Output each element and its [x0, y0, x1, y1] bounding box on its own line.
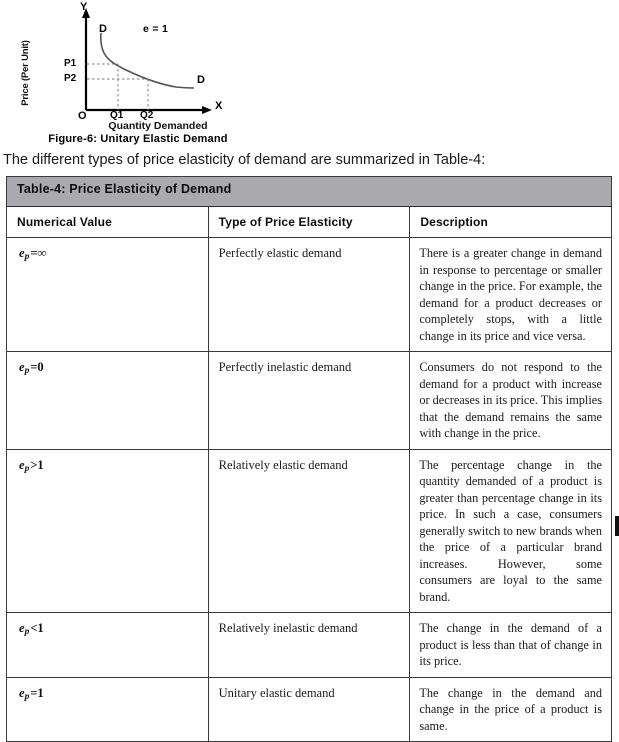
price-elasticity-table: [6, 176, 612, 742]
symbol-subscript: p: [24, 691, 30, 702]
cell-numerical-value: [7, 677, 209, 742]
table-row: [7, 352, 612, 450]
figure-x-axis-letter: X: [215, 100, 223, 112]
table-row: [7, 613, 612, 678]
figure-quantity-tick-2: Q2: [140, 110, 154, 121]
figure-y-axis-letter: Y: [80, 1, 88, 13]
symbol-base: e: [19, 685, 25, 700]
symbol-base: e: [19, 457, 25, 472]
table-title-row: [7, 177, 612, 207]
cell-numerical-value: [7, 238, 209, 352]
table-row: [7, 449, 612, 613]
figure-quantity-tick-1: Q1: [110, 110, 124, 121]
column-header-type: Type of Price Elasticity: [208, 207, 410, 238]
figure-price-tick-2: P2: [64, 73, 77, 84]
table-title: Table-4: Price Elasticity of Demand: [7, 177, 612, 207]
figure-curve-label-end: D: [197, 74, 205, 86]
symbol-operator: =0: [30, 360, 44, 374]
symbol-operator: >1: [30, 457, 44, 472]
symbol-subscript: p: [24, 627, 30, 637]
figure-price-tick-1: P1: [64, 58, 77, 69]
figure-x-axis-title: Quantity Demanded: [108, 120, 208, 132]
figure-elasticity-annotation: e = 1: [143, 23, 169, 35]
cell-numerical-value: [7, 352, 209, 450]
symbol-subscript: p: [24, 463, 30, 474]
cell-elasticity-type: Perfectly elastic demand: [208, 238, 410, 352]
figure-y-axis-label: Price (Per Unit): [20, 40, 31, 106]
cell-description: The change in the demand and change in the price of a product is same.: [410, 677, 612, 742]
symbol-subscript: p: [24, 252, 30, 262]
cell-elasticity-type: Relatively elastic demand: [208, 449, 410, 613]
cell-elasticity-type: Relatively inelastic demand: [208, 613, 410, 678]
table-header-row: [7, 207, 612, 238]
table-row: [7, 677, 612, 742]
column-header-description: Description: [410, 207, 612, 238]
symbol-operator: <1: [30, 621, 44, 635]
page-edge-mark: [615, 516, 619, 536]
cell-description: The change in the demand of a product is less than that of change in its price.: [410, 613, 612, 678]
symbol-base: e: [19, 360, 25, 374]
symbol-operator: =∞: [30, 246, 47, 260]
demand-curve-figure: [0, 0, 619, 150]
table-row: [7, 238, 612, 352]
cell-elasticity-type: Perfectly inelastic demand: [208, 352, 410, 450]
cell-numerical-value: [7, 449, 209, 613]
symbol-operator: =1: [30, 685, 44, 700]
figure-origin-label: O: [78, 110, 87, 122]
symbol-base: e: [19, 621, 25, 635]
cell-numerical-value: [7, 613, 209, 678]
cell-description: Consumers do not respond to the demand for a product with increase or decreases in its price. This implies that the demand remains the same with change in the price.: [410, 352, 612, 450]
figure-curve-label-top: D: [99, 23, 107, 35]
cell-description: The percentage change in the quantity demanded of a product is greater than percentage change in its price. In such a case, consumers generally switch to new brands when the price of a particular brand increases. However, some consumers are loyal to the same brand.: [410, 449, 612, 613]
demand-curve-svg: [0, 0, 260, 135]
column-header-numerical-value: Numerical Value: [7, 207, 209, 238]
cell-elasticity-type: Unitary elastic demand: [208, 677, 410, 742]
symbol-base: e: [19, 246, 25, 260]
figure-caption: Figure-6: Unitary Elastic Demand: [48, 133, 228, 145]
cell-description: There is a greater change in demand in response to percentage or smaller change in the price. For example, the demand for a product decreases or completely stops, with a little change in its price and vice versa.: [410, 238, 612, 352]
symbol-subscript: p: [24, 366, 30, 376]
intro-paragraph: The different types of price elasticity of demand are summarized in Table-4:: [3, 152, 486, 168]
